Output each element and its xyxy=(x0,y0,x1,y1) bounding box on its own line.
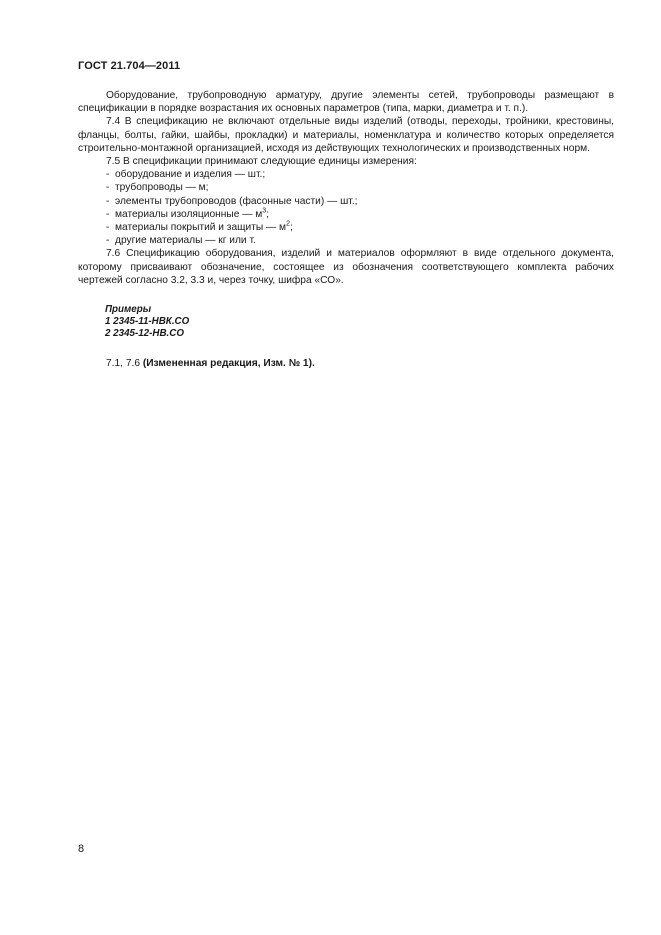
list-item-text: элементы трубопроводов (фасонные части) — шт.; xyxy=(115,195,358,207)
paragraph-7-5: 7.5 В спецификации принимают следующие единицы измерения: xyxy=(106,156,417,168)
dash-bullet: - xyxy=(106,195,110,207)
examples-label: Примеры xyxy=(105,304,152,316)
units-list xyxy=(78,168,614,247)
list-item-end: ; xyxy=(266,208,269,220)
document-header: ГОСТ 21.704—2011 xyxy=(78,60,181,72)
change-note xyxy=(78,357,614,370)
dash-bullet: - xyxy=(106,208,110,220)
paragraph-7-6: 7.6 Спецификацию оборудования, изделий и материалов оформляют в виде отдельного документа, которому присваивают обозначение, состоящее из обозначения соответствующего комплекта рабочих чертежей согласно 3.2, 3.3 и, через точку, шифра «СО». xyxy=(78,248,614,286)
examples-block xyxy=(78,304,614,340)
list-item-text: материалы изоляционные — м xyxy=(115,208,263,220)
superscript: 2 xyxy=(286,220,290,228)
paragraph-7-4: 7.4 В спецификацию не включают отдельные виды изделий (отводы, переходы, тройники, крестовины, фланцы, болты, гайки, шайбы, прокладки) и материалы, номенклатура и количество которых определяется строительно-монтажной организацией, исходя из действующих технологических и производственных норм. xyxy=(78,116,614,154)
list-item xyxy=(78,168,614,181)
list-item-text: материалы покрытий и защиты — м xyxy=(115,222,287,234)
list-item-end: ; xyxy=(289,222,293,234)
list-item xyxy=(78,181,614,194)
list-item xyxy=(78,234,614,247)
paragraph-equipment-order: Оборудование, трубопроводную арматуру, другие элементы сетей, трубопроводы размещают в спецификации в порядке возрастания их основных параметров (типа, марки, диаметра и т. п.). xyxy=(78,90,614,115)
list-item xyxy=(78,195,614,208)
list-item-text: трубопроводы — м; xyxy=(115,182,209,194)
change-note-refs: 7.1, 7.6 xyxy=(106,358,140,370)
list-item xyxy=(78,208,614,221)
dash-bullet: - xyxy=(106,182,110,194)
list-item-text: другие материалы — кг или т. xyxy=(115,235,256,247)
dash-bullet: - xyxy=(106,222,110,234)
list-item-text: оборудование и изделия — шт.; xyxy=(115,169,266,181)
change-note-text: (Измененная редакция, Изм. № 1). xyxy=(142,358,315,370)
document-body xyxy=(78,89,614,370)
example-item: 2 2345-12-НВ.СО xyxy=(105,328,184,340)
list-item xyxy=(78,221,614,234)
example-item: 1 2345-11-НВК.СО xyxy=(105,316,190,328)
dash-bullet: - xyxy=(106,235,110,247)
superscript: 3 xyxy=(262,207,267,215)
dash-bullet: - xyxy=(106,169,110,181)
page-number: 8 xyxy=(78,843,85,855)
